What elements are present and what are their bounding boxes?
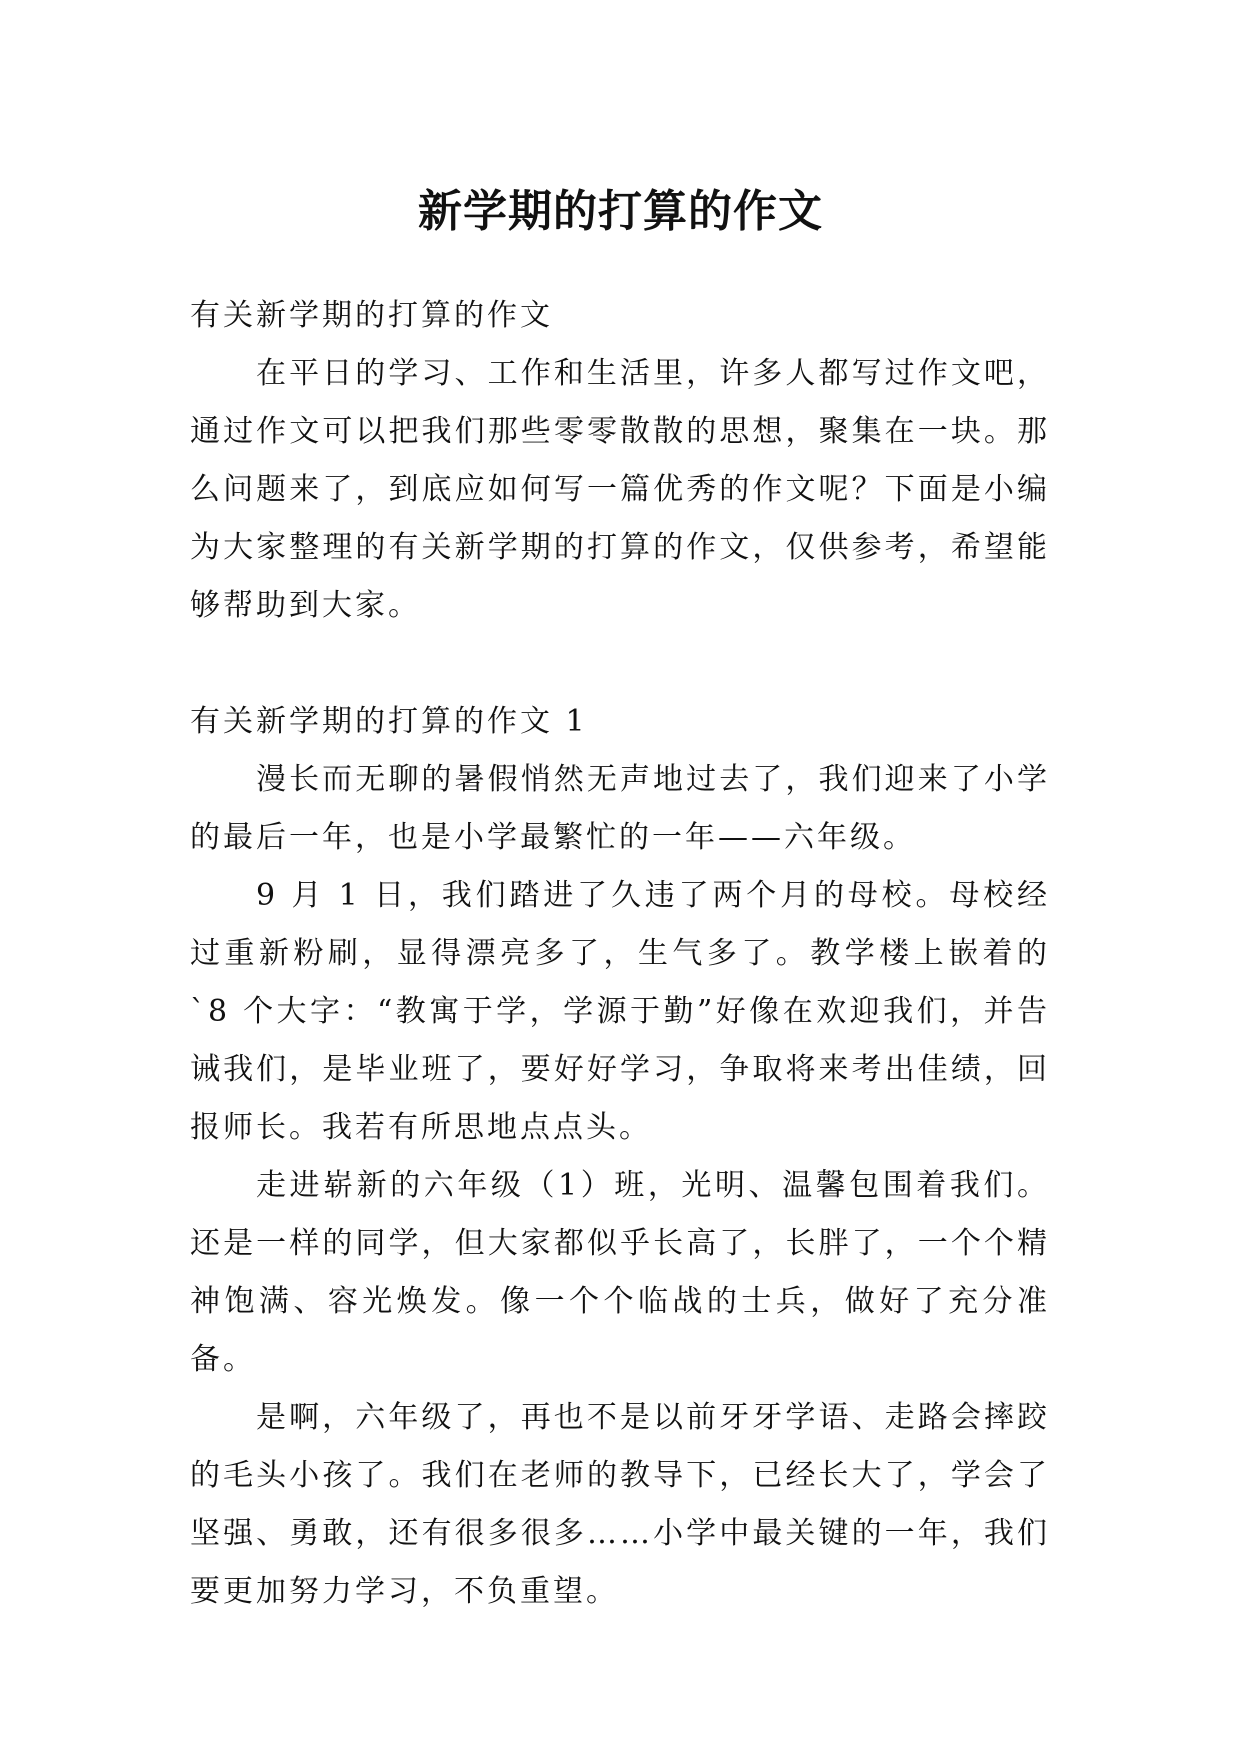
essay-1-section [190,693,1050,1621]
essay-1-subtitle: 有关新学期的打算的作文 1 [190,704,588,739]
document-title: 新学期的打算的作文 [418,186,823,238]
essay-1-paragraph: 是啊，六年级了，再也不是以前牙牙学语、走路会摔跤的毛头小孩了。我们在老师的教导下，已经长大了，学会了坚强、勇敢，还有很多很多……小学中最关键的一年，我们要更加努力学习，不负重望。 [190,1400,1050,1609]
essay-1-paragraph: 漫长而无聊的暑假悄然无声地过去了，我们迎来了小学的最后一年，也是小学最繁忙的一年——六年级。 [190,762,1050,855]
intro-paragraph: 在平日的学习、工作和生活里，许多人都写过作文吧，通过作文可以把我们那些零零散散的思想，聚集在一块。那么问题来了，到底应如何写一篇优秀的作文呢？下面是小编为大家整理的有关新学期的打算的作文，仅供参考，希望能够帮助到大家。 [190,356,1050,623]
essay-1-paragraph: 走进崭新的六年级（1）班，光明、温馨包围着我们。还是一样的同学，但大家都似乎长高了，长胖了，一个个精神饱满、容光焕发。像一个个临战的士兵，做好了充分准备。 [190,1168,1050,1377]
essay-1-paragraph: 9 月 1 日，我们踏进了久违了两个月的母校。母校经过重新粉刷，显得漂亮多了，生气多了。教学楼上嵌着的`8 个大字：“教寓于学，学源于勤”好像在欢迎我们，并告诫我们，是毕业班了，要好好学习，争取将来考出佳绩，回报师长。我若有所思地点点头。 [190,878,1050,1145]
intro-section [190,287,1050,635]
intro-subtitle: 有关新学期的打算的作文 [190,298,553,333]
